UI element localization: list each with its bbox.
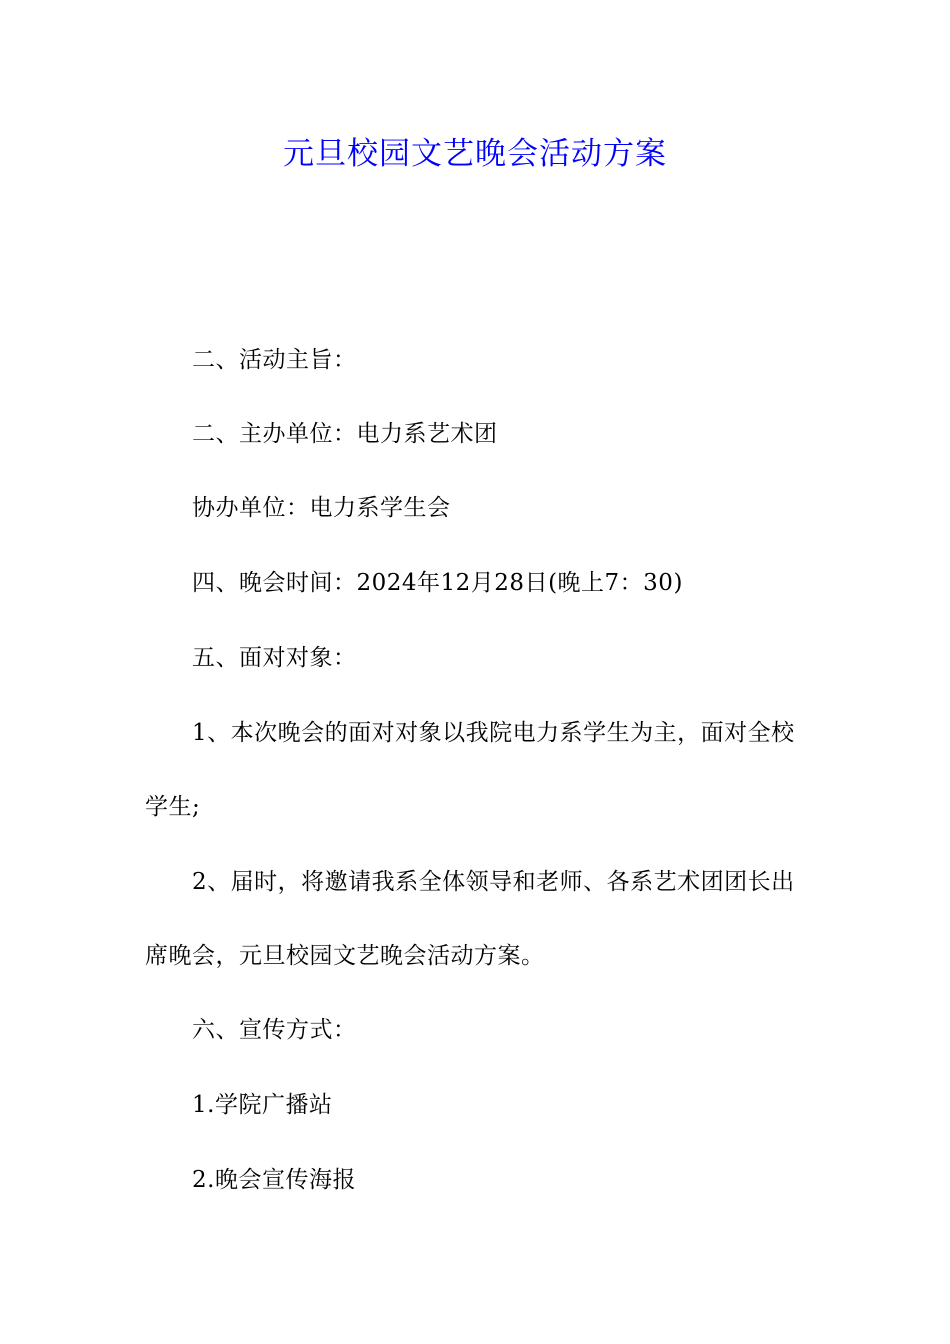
paragraph-activity-purpose: 二、活动主旨： xyxy=(192,347,357,373)
paragraph-event-time: 四、晚会时间：2024年12月28日(晚上7：30) xyxy=(192,570,683,596)
paragraph-organizer: 二、主办单位：电力系艺术团 xyxy=(192,421,498,447)
paragraph-audience-heading: 五、面对对象： xyxy=(192,645,357,671)
document-title: 元旦校园文艺晚会活动方案 xyxy=(283,136,667,172)
paragraph-audience-1: 1、本次晚会的面对对象以我院电力系学生为主，面对全校学生; xyxy=(145,720,795,820)
paragraph-publicity-heading: 六、宣传方式： xyxy=(192,1017,357,1043)
paragraph-audience-2: 2、届时，将邀请我系全体领导和老师、各系艺术团团长出席晚会，元旦校园文艺晚会活动方案。 xyxy=(145,869,795,969)
paragraph-publicity-1: 1.学院广播站 xyxy=(192,1092,333,1118)
paragraph-publicity-2: 2.晚会宣传海报 xyxy=(192,1167,356,1193)
paragraph-co-organizer: 协办单位：电力系学生会 xyxy=(192,495,451,521)
